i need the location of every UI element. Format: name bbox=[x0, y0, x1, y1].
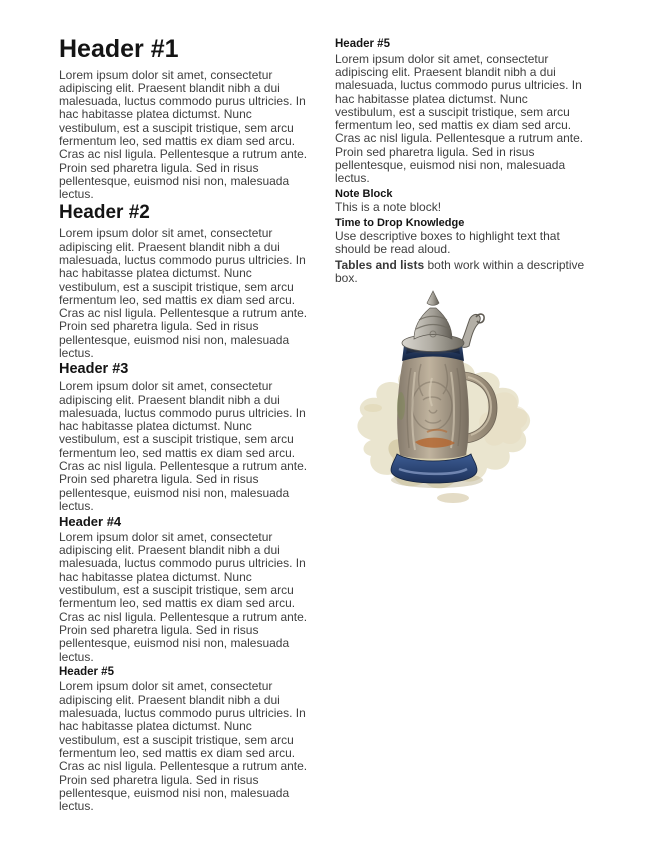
left-column bbox=[59, 36, 311, 815]
stein-lid bbox=[402, 291, 464, 354]
beer-stein-svg bbox=[333, 288, 563, 512]
paragraph-right: Lorem ipsum dolor sit amet, consectetur adipiscing elit. Praesent blandit nibh a dui malesuada, luctus commodo purus ultricies. In hac habitasse platea dictumst. Nunc vestibulum, est a suscipit tristique, sem arcu fermentum leo, sed mattis ex diam sed arcu. Cras ac nisl ligula. Pellentesque a rutrum ante. Proin sed pharetra ligula. Sed in risus pellentesque, euismod nisi non, malesuada lectus. bbox=[335, 51, 584, 186]
paragraph-1: Lorem ipsum dolor sit amet, consectetur adipiscing elit. Praesent blandit nibh a dui malesuada, luctus commodo purus ultricies. In hac habitasse platea dictumst. Nunc vestibulum, est a suscipit tristique, sem arcu fermentum leo, sed mattis ex diam sed arcu. Cras ac nisl ligula. Pellentesque a rutrum ante. Proin sed pharetra ligula. Sed in risus pellentesque, euismod nisi non, malesuada lectus. bbox=[59, 67, 308, 202]
paragraph-4: Lorem ipsum dolor sit amet, consectetur adipiscing elit. Praesent blandit nibh a dui malesuada, luctus commodo purus ultricies. In hac habitasse platea dictumst. Nunc vestibulum, est a suscipit tristique, sem arcu fermentum leo, sed mattis ex diam sed arcu. Cras ac nisl ligula. Pellentesque a rutrum ante. Proin sed pharetra ligula. Sed in risus pellentesque, euismod nisi non, malesuada lectus. bbox=[59, 529, 308, 664]
right-column bbox=[335, 36, 589, 287]
stein-finial bbox=[427, 291, 439, 305]
tables-note-rest: both work within a descriptive box. bbox=[335, 257, 585, 286]
heading-2: Header #2 bbox=[59, 202, 150, 224]
tables-note bbox=[335, 259, 589, 286]
paragraph-2: Lorem ipsum dolor sit amet, consectetur adipiscing elit. Praesent blandit nibh a dui malesuada, luctus commodo purus ultricies. In hac habitasse platea dictumst. Nunc vestibulum, est a suscipit tristique, sem arcu fermentum leo, sed mattis ex diam sed arcu. Cras ac nisl ligula. Pellentesque a rutrum ante. Proin sed pharetra ligula. Sed in risus pellentesque, euismod nisi non, malesuada lectus. bbox=[59, 226, 308, 361]
heading-4: Header #4 bbox=[59, 514, 122, 530]
note-block-heading: Note Block bbox=[335, 187, 393, 200]
tables-note-bold: Tables and lists bbox=[335, 257, 425, 272]
stein-body bbox=[397, 356, 469, 459]
knowledge-heading: Time to Drop Knowledge bbox=[335, 216, 465, 229]
heading-1: Header #1 bbox=[59, 35, 179, 63]
knowledge-body: Use descriptive boxes to highlight text that should be read aloud. bbox=[335, 229, 560, 257]
heading-3: Header #3 bbox=[59, 361, 129, 378]
paragraph-3: Lorem ipsum dolor sit amet, consectetur adipiscing elit. Praesent blandit nibh a dui malesuada, luctus commodo purus ultricies. In hac habitasse platea dictumst. Nunc vestibulum, est a suscipit tristique, sem arcu fermentum leo, sed mattis ex diam sed arcu. Cras ac nisl ligula. Pellentesque a rutrum ante. Proin sed pharetra ligula. Sed in risus pellentesque, euismod nisi non, malesuada lectus. bbox=[59, 379, 308, 513]
note-block-body: This is a note block! bbox=[335, 200, 442, 215]
paragraph-5: Lorem ipsum dolor sit amet, consectetur adipiscing elit. Praesent blandit nibh a dui malesuada, luctus commodo purus ultricies. In hac habitasse platea dictumst. Nunc vestibulum, est a suscipit tristique, sem arcu fermentum leo, sed mattis ex diam sed arcu. Cras ac nisl ligula. Pellentesque a rutrum ante. Proin sed pharetra ligula. Sed in risus pellentesque, euismod nisi non, malesuada lectus. bbox=[59, 679, 308, 814]
beer-stein-illustration bbox=[333, 288, 563, 512]
heading-5: Header #5 bbox=[59, 665, 114, 678]
heading-5-right: Header #5 bbox=[335, 38, 390, 50]
